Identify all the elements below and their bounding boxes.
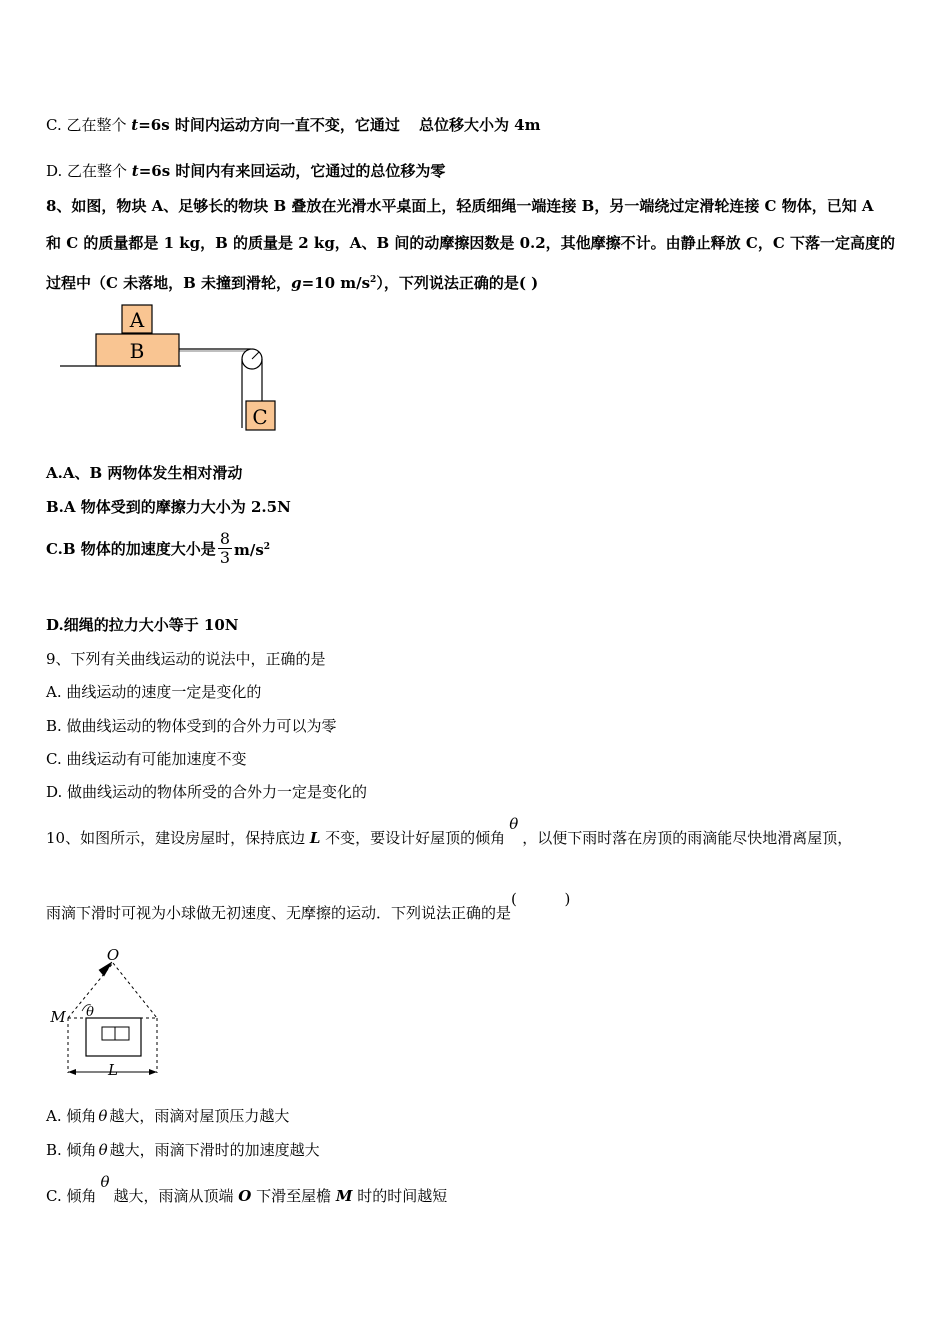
q8-stem-line3-post: ），下列说法正确的是( ): [376, 274, 539, 292]
q9-stem: 9、下列有关曲线运动的说法中，正确的是: [46, 650, 326, 668]
q10-option-c-mid2: 下滑至屋檐: [251, 1187, 336, 1205]
q8-g-exponent: 2: [370, 275, 377, 285]
q10-stem-line1-pre: 10、如图所示，建设房屋时，保持底边: [46, 829, 310, 847]
q10-figure: [46, 943, 176, 1078]
block-b-label: B: [129, 339, 145, 363]
q7-option-c-var: t: [131, 116, 139, 134]
q7-option-d-post: =6s 时间内有来回运动，它通过的总位移为零: [138, 162, 446, 180]
q10-option-c-post: 时的时间越短: [352, 1187, 448, 1205]
q10-stem-line1-post: ，以便下雨时落在房顶的雨滴能尽快地滑离屋顶，: [522, 829, 853, 847]
q7-option-c-mid: =6s 时间内运动方向一直不变，它通过: [138, 116, 400, 134]
q10-stem-line1-mid: 不变，要设计好屋顶的倾角: [320, 829, 506, 847]
q8-option-c-unit: [234, 538, 270, 559]
q7-option-d: [46, 161, 445, 181]
q10-answer-paren: ( ): [511, 890, 571, 908]
q10-var-l: L: [309, 829, 321, 847]
q7-option-c-gap: [400, 116, 419, 134]
q10-option-a-post: 越大，雨滴对屋顶压力越大: [109, 1107, 290, 1125]
q8-stem-line3-pre: 过程中（C 未落地，B 未撞到滑轮，: [46, 274, 292, 292]
q8-stem-line1: 8、如图，物块 A、足够长的物块 B 叠放在光滑水平桌面上，轻质细绳一端连接 B，另一端绕过定滑轮连接 C 物体，已知 A: [46, 197, 874, 215]
q10-stem-line2: [46, 890, 571, 923]
roof-right: [113, 963, 157, 1018]
dimension-arrow-right: [149, 1069, 157, 1075]
dimension-arrow-left: [68, 1069, 76, 1075]
q10-stem-line1: [46, 815, 853, 848]
q8-figure: [56, 300, 286, 435]
q10-option-c-m: M: [335, 1187, 353, 1205]
q10-option-c: [46, 1173, 448, 1206]
label-theta: θ: [86, 1005, 94, 1020]
block-c-label: C: [252, 405, 268, 429]
q8-option-c-unit-exponent: 2: [263, 542, 271, 552]
q8-option-c-unit-text: m/s: [234, 541, 264, 559]
q7-option-d-var: t: [131, 162, 139, 180]
q10-option-c-theta: θ: [100, 1173, 110, 1191]
q10-option-c-mid: 越大，雨滴从顶端: [113, 1187, 239, 1205]
raindrop-arrow: [99, 962, 112, 976]
q9-option-a: A. 曲线运动的速度一定是变化的: [46, 683, 262, 701]
q7-option-c: [46, 115, 541, 135]
q7-option-c-post: 总位移大小为 4m: [418, 116, 541, 134]
label-m: M: [50, 1008, 66, 1026]
label-o: O: [106, 946, 120, 964]
q10-option-c-o: O: [238, 1187, 252, 1205]
q10-option-c-pre: C. 倾角: [46, 1187, 97, 1205]
q10-option-a: [46, 1106, 289, 1126]
q10-option-a-theta: θ: [98, 1107, 108, 1125]
q8-g-value: =10 m/s: [301, 274, 371, 292]
q10-option-b-theta: θ: [98, 1141, 108, 1159]
q8-stem-line3: [46, 270, 538, 293]
q10-option-b: [46, 1140, 320, 1160]
q8-option-c-fraction: [218, 530, 232, 567]
block-a-label: A: [129, 308, 145, 332]
fraction-denominator: 3: [219, 548, 230, 567]
q8-g-symbol: g: [291, 274, 302, 292]
q10-stem-line2-text: 雨滴下滑时可视为小球做无初速度、无摩擦的运动．下列说法正确的是: [46, 904, 512, 922]
q9-option-d: D. 做曲线运动的物体所受的合外力一定是变化的: [46, 783, 368, 801]
q8-option-b: B.A 物体受到的摩擦力大小为 2.5N: [46, 498, 291, 516]
q7-option-c-text: C. 乙在整个: [46, 116, 132, 134]
label-l: L: [108, 1061, 118, 1078]
q8-stem-line2: 和 C 的质量都是 1 kg，B 的质量是 2 kg，A、B 间的动摩擦因数是 0.2，其他摩擦不计。由静止释放 C，C 下落一定高度的: [46, 234, 895, 252]
q10-option-b-pre: B. 倾角: [46, 1141, 97, 1159]
q10-option-a-pre: A. 倾角: [46, 1107, 97, 1125]
q8-option-d: D.细绳的拉力大小等于 10N: [46, 616, 239, 634]
q8-option-c: [46, 530, 270, 567]
q10-option-b-post: 越大，雨滴下滑时的加速度越大: [109, 1141, 320, 1159]
fraction-numerator: 8: [219, 529, 230, 548]
q9-option-b: B. 做曲线运动的物体受到的合外力可以为零: [46, 717, 337, 735]
q10-theta-symbol: θ: [509, 815, 519, 833]
q8-option-a: A.A、B 两物体发生相对滑动: [46, 464, 243, 482]
q7-option-d-text: D. 乙在整个: [46, 162, 132, 180]
q8-option-c-text: C.B 物体的加速度大小是: [46, 539, 216, 558]
q9-option-c: C. 曲线运动有可能加速度不变: [46, 750, 247, 768]
